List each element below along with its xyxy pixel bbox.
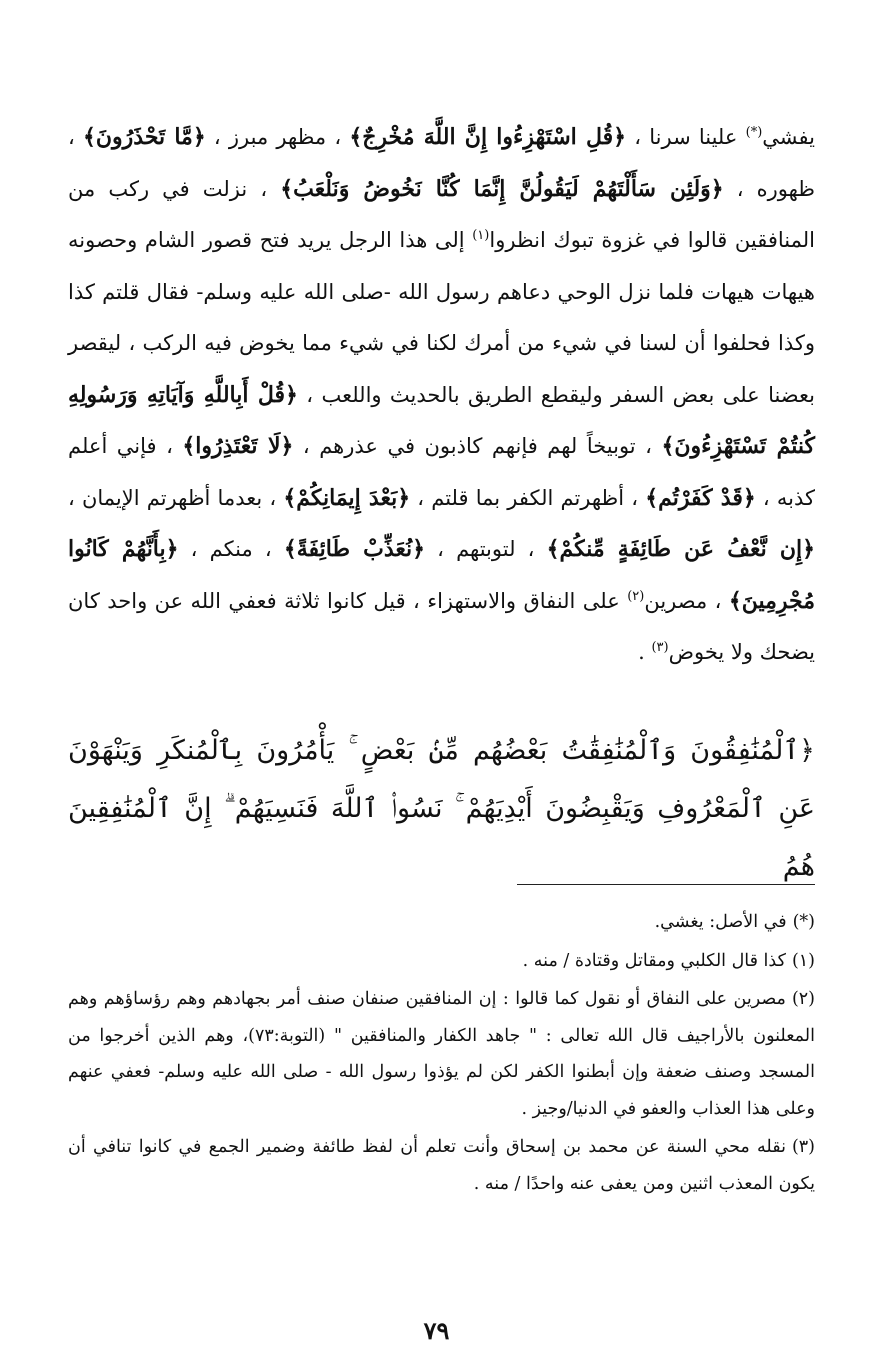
footnote-item [68, 1129, 815, 1202]
body-text-run: على النفاق والاستهزاء ، قيل كانوا ثلاثة فعفي الله عن واحد كان يضحك ولا يخوض [68, 588, 815, 664]
body-text-run: ، مصرين [644, 588, 729, 613]
body-text-run: إلى هذا الرجل يريد فتح قصور الشام وحصونه هيهات هيهات فلما نزل الوحي دعاهم رسول الله -صلى الله عليه وسلم- فقال قلتم كذا وكذا فحلفوا أن لسنا في شيء من أمرك لكنا في شيء مما يخوض فيه الركب ، ليقصر بعضنا على بعض السفر وليقطع الطريق بالحديث واللعب ، [68, 228, 815, 407]
body-text-run: ، نزلت في ركب من المنافقين قالوا في غزوة تبوك انظروا [68, 176, 815, 252]
footnote-text: في الأصل: يغشي. [654, 912, 787, 932]
footnote-text: كذا قال الكلبي ومقاتل وقتادة / منه . [522, 950, 786, 971]
footnote-item [68, 904, 815, 941]
body-text-run: ، بعدما أظهرتم الإيمان ، [68, 485, 284, 510]
footnotes-list [68, 904, 815, 1204]
body-text-run: يفشي [762, 125, 815, 149]
quran-quote: ﴿إِن نَّعْفُ عَن طَائِفَةٍ مِّنكُمْ﴾ [546, 536, 815, 562]
footnote-ref: (*) [745, 125, 763, 140]
body-text-run: ، ظهوره ، [68, 125, 816, 201]
footnote-marker: (٢) [791, 989, 815, 1009]
body-text-run: . [638, 640, 652, 664]
page-number: ٧٩ [423, 1316, 450, 1345]
footnote-text: مصرين على النفاق أو نقول كما قالوا : إن المنافقين صنفان صنف أمر بجهادهم وهم رؤساؤهم وهم المعلنون بالأراجيف قال الله تعالى : " جاهد الكفار والمنافقين " (التوبة:٧٣)، وهم الذين أخرجوا من المسجد وصنف ضعفة وإن أبطنوا الكفر لكن لم يؤذوا رسول الله - صلى الله عليه وسلم- فعفي عنهم وعلى هذا العذاب والعفو في الدنيا/وجيز . [68, 989, 815, 1119]
quran-quote: ﴿قُلِ اسْتَهْزِءُوا إِنَّ اللَّهَ مُخْرِجٌ﴾ [349, 124, 627, 150]
quran-quote: ﴿لَا تَعْتَذِرُوا﴾ [182, 433, 294, 459]
footnote-separator [517, 884, 815, 885]
footnote-text: نقله محي السنة عن محمد بن إسحاق وأنت تعلم أن لفظ طائفة وضمير الجمع في كانوا تنافي أن يكون المعذب اثنين ومن يعفى عنه واحدًا / منه . [68, 1137, 815, 1194]
footnote-item [68, 943, 815, 980]
quran-quote: ﴿بَعْدَ إِيمَانِكُمْ﴾ [283, 484, 411, 511]
tafsir-body-text [68, 112, 815, 679]
body-text-run: ، أظهرتم الكفر بما قلتم ، [410, 485, 646, 510]
footnote-marker: (١) [791, 950, 815, 971]
footnote-marker: (*) [792, 912, 815, 932]
footnote-item [68, 981, 815, 1127]
footnote-marker: (٣) [791, 1137, 815, 1157]
body-text-run: علينا سرنا ، [626, 125, 746, 149]
footnote-ref: (٢) [627, 588, 645, 604]
quran-quote: ﴿نُعَذِّبْ طَائِفَةً﴾ [283, 536, 425, 562]
footnote-ref: (١) [472, 228, 490, 243]
body-text-run: ، توبيخاً لهم فإنهم كاذبون في عذرهم ، [293, 434, 662, 458]
body-text-run: ، مظهر مبرز ، [205, 125, 350, 149]
body-text-run: ، فإني أعلم كذبه ، [68, 434, 815, 510]
quran-quote: ﴿مَّا تَحْذَرُونَ﴾ [82, 124, 206, 150]
quran-verse: ﴿ٱلْمُنَٰفِقُونَ وَٱلْمُنَٰفِقَٰتُ بَعْضُهُم مِّنۢ بَعْضٍ ۚ يَأْمُرُونَ بِٱلْمُنكَرِ وَيَنْهَوْنَ عَنِ ٱلْمَعْرُوفِ وَيَقْبِضُونَ أَيْدِيَهُمْ ۚ نَسُوا۟ ٱللَّهَ فَنَسِيَهُمْ ۗ إِنَّ ٱلْمُنَٰفِقِينَ هُمُ [68, 735, 815, 882]
quran-quote: ﴿قَدْ كَفَرْتُم﴾ [645, 484, 756, 511]
quran-quote: ﴿قُلْ أَبِاللَّهِ وَآيَاتِهِ وَرَسُولِهِ كُنتُمْ تَسْتَهْزِءُونَ﴾ [68, 381, 815, 459]
quran-quote: ﴿بِأَنَّهُمْ كَانُوا مُجْرِمِينَ﴾ [68, 536, 815, 614]
body-text-run: ، لتوبتهم ، [425, 537, 547, 561]
footnote-ref: (٣) [651, 640, 669, 655]
body-text-run: ، منكم ، [178, 537, 284, 561]
quran-quote: ﴿وَلَئِن سَأَلْتَهُمْ لَيَقُولُنَّ إِنَّمَا كُنَّا نَخُوضُ وَنَلْعَبُ﴾ [280, 175, 724, 202]
